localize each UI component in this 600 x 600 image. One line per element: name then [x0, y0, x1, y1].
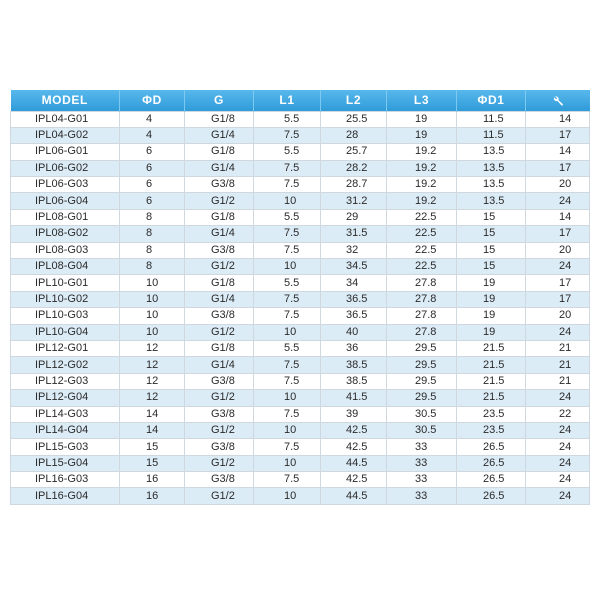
cell-l3: 22.5: [387, 226, 457, 242]
cell-l1: 7.5: [254, 357, 321, 373]
cell-l3: 22.5: [387, 242, 457, 258]
cell-l2: 32: [321, 242, 387, 258]
cell-body-diameter: 21.5: [457, 340, 526, 356]
cell-wrench-size: 20: [526, 242, 590, 258]
cell-wrench-size: 17: [526, 160, 590, 176]
cell-model: IPL16-G04: [11, 488, 120, 504]
cell-l3: 29.5: [387, 340, 457, 356]
cell-body-diameter: 13.5: [457, 193, 526, 209]
cell-outer-diameter: 16: [120, 488, 185, 504]
cell-l2: 40: [321, 324, 387, 340]
cell-outer-diameter: 10: [120, 324, 185, 340]
cell-l2: 42.5: [321, 439, 387, 455]
cell-l1: 5.5: [254, 144, 321, 160]
table-row: [11, 291, 590, 307]
cell-thread: G3/8: [185, 242, 254, 258]
cell-l1: 7.5: [254, 373, 321, 389]
cell-body-diameter: 13.5: [457, 160, 526, 176]
cell-model: IPL08-G04: [11, 259, 120, 275]
header-l3: L3: [387, 90, 457, 111]
cell-outer-diameter: 14: [120, 406, 185, 422]
cell-outer-diameter: 12: [120, 373, 185, 389]
cell-thread: G1/8: [185, 209, 254, 225]
table-row: [11, 324, 590, 340]
cell-outer-diameter: 4: [120, 111, 185, 127]
cell-outer-diameter: 8: [120, 242, 185, 258]
cell-l3: 29.5: [387, 373, 457, 389]
cell-outer-diameter: 10: [120, 291, 185, 307]
cell-body-diameter: 15: [457, 242, 526, 258]
cell-thread: G3/8: [185, 177, 254, 193]
cell-model: IPL04-G02: [11, 127, 120, 143]
cell-l2: 28.2: [321, 160, 387, 176]
cell-l1: 10: [254, 259, 321, 275]
cell-l1: 5.5: [254, 275, 321, 291]
cell-body-diameter: 21.5: [457, 390, 526, 406]
cell-wrench-size: 21: [526, 373, 590, 389]
cell-l3: 19.2: [387, 144, 457, 160]
cell-thread: G1/4: [185, 357, 254, 373]
table-row: [11, 275, 590, 291]
cell-thread: G1/2: [185, 488, 254, 504]
cell-outer-diameter: 6: [120, 160, 185, 176]
cell-l2: 28.7: [321, 177, 387, 193]
cell-l1: 7.5: [254, 242, 321, 258]
cell-l1: 5.5: [254, 340, 321, 356]
cell-l3: 19: [387, 111, 457, 127]
cell-wrench-size: 24: [526, 324, 590, 340]
cell-wrench-size: 17: [526, 127, 590, 143]
cell-body-diameter: 11.5: [457, 111, 526, 127]
table-body: [11, 111, 590, 504]
cell-l1: 10: [254, 488, 321, 504]
cell-l2: 36.5: [321, 291, 387, 307]
cell-l2: 31.5: [321, 226, 387, 242]
cell-l2: 44.5: [321, 455, 387, 471]
cell-model: IPL10-G02: [11, 291, 120, 307]
cell-wrench-size: 17: [526, 291, 590, 307]
table-row: [11, 390, 590, 406]
cell-model: IPL10-G04: [11, 324, 120, 340]
cell-thread: G1/4: [185, 291, 254, 307]
cell-body-diameter: 19: [457, 291, 526, 307]
cell-outer-diameter: 8: [120, 259, 185, 275]
cell-wrench-size: 17: [526, 275, 590, 291]
cell-wrench-size: 21: [526, 357, 590, 373]
cell-outer-diameter: 14: [120, 422, 185, 438]
cell-l2: 36.5: [321, 308, 387, 324]
cell-model: IPL12-G04: [11, 390, 120, 406]
cell-l3: 19.2: [387, 177, 457, 193]
table-row: [11, 144, 590, 160]
cell-model: IPL06-G01: [11, 144, 120, 160]
cell-l1: 7.5: [254, 226, 321, 242]
cell-wrench-size: 24: [526, 193, 590, 209]
cell-l3: 33: [387, 472, 457, 488]
cell-thread: G1/4: [185, 160, 254, 176]
cell-model: IPL14-G04: [11, 422, 120, 438]
cell-wrench-size: 24: [526, 455, 590, 471]
cell-body-diameter: 19: [457, 308, 526, 324]
cell-thread: G1/2: [185, 422, 254, 438]
cell-outer-diameter: 16: [120, 472, 185, 488]
cell-model: IPL08-G03: [11, 242, 120, 258]
cell-l2: 34.5: [321, 259, 387, 275]
cell-thread: G3/8: [185, 373, 254, 389]
cell-l1: 7.5: [254, 177, 321, 193]
cell-body-diameter: 19: [457, 275, 526, 291]
cell-l3: 19.2: [387, 193, 457, 209]
table-row: [11, 439, 590, 455]
cell-model: IPL16-G03: [11, 472, 120, 488]
table-row: [11, 160, 590, 176]
cell-l1: 7.5: [254, 127, 321, 143]
header-row: [11, 90, 590, 111]
cell-body-diameter: 23.5: [457, 406, 526, 422]
cell-l1: 10: [254, 193, 321, 209]
cell-l2: 31.2: [321, 193, 387, 209]
cell-outer-diameter: 12: [120, 340, 185, 356]
table-row: [11, 127, 590, 143]
cell-l3: 30.5: [387, 406, 457, 422]
cell-l3: 22.5: [387, 209, 457, 225]
header-outer-diameter: ΦD: [120, 90, 185, 111]
header-l2: L2: [321, 90, 387, 111]
cell-thread: G1/4: [185, 226, 254, 242]
cell-body-diameter: 23.5: [457, 422, 526, 438]
cell-l1: 7.5: [254, 439, 321, 455]
cell-thread: G3/8: [185, 472, 254, 488]
table-row: [11, 193, 590, 209]
cell-model: IPL12-G02: [11, 357, 120, 373]
cell-body-diameter: 21.5: [457, 357, 526, 373]
cell-l3: 27.8: [387, 291, 457, 307]
cell-l1: 10: [254, 390, 321, 406]
cell-model: IPL06-G04: [11, 193, 120, 209]
header-body-diameter: ΦD1: [457, 90, 526, 111]
cell-model: IPL15-G03: [11, 439, 120, 455]
table-row: [11, 455, 590, 471]
cell-thread: G1/2: [185, 324, 254, 340]
cell-l2: 34: [321, 275, 387, 291]
cell-wrench-size: 21: [526, 340, 590, 356]
cell-l3: 33: [387, 455, 457, 471]
cell-l1: 7.5: [254, 160, 321, 176]
cell-body-diameter: 11.5: [457, 127, 526, 143]
cell-outer-diameter: 15: [120, 439, 185, 455]
cell-body-diameter: 26.5: [457, 472, 526, 488]
cell-l2: 44.5: [321, 488, 387, 504]
cell-wrench-size: 20: [526, 177, 590, 193]
cell-model: IPL06-G02: [11, 160, 120, 176]
cell-outer-diameter: 12: [120, 357, 185, 373]
cell-l2: 29: [321, 209, 387, 225]
cell-outer-diameter: 10: [120, 308, 185, 324]
header-thread: G: [185, 90, 254, 111]
table-header: [11, 90, 590, 111]
cell-l2: 38.5: [321, 357, 387, 373]
cell-l3: 33: [387, 439, 457, 455]
cell-l2: 41.5: [321, 390, 387, 406]
cell-model: IPL14-G03: [11, 406, 120, 422]
table-row: [11, 111, 590, 127]
cell-outer-diameter: 4: [120, 127, 185, 143]
cell-thread: G3/8: [185, 439, 254, 455]
table-row: [11, 209, 590, 225]
cell-thread: G1/2: [185, 390, 254, 406]
cell-l1: 10: [254, 422, 321, 438]
cell-outer-diameter: 6: [120, 177, 185, 193]
cell-l3: 30.5: [387, 422, 457, 438]
cell-model: IPL12-G01: [11, 340, 120, 356]
cell-wrench-size: 24: [526, 390, 590, 406]
cell-thread: G3/8: [185, 406, 254, 422]
cell-outer-diameter: 12: [120, 390, 185, 406]
header-l1: L1: [254, 90, 321, 111]
table-row: [11, 226, 590, 242]
cell-l3: 19.2: [387, 160, 457, 176]
cell-wrench-size: 17: [526, 226, 590, 242]
table-row: [11, 242, 590, 258]
cell-l2: 39: [321, 406, 387, 422]
cell-thread: G1/8: [185, 275, 254, 291]
cell-l1: 7.5: [254, 291, 321, 307]
cell-outer-diameter: 8: [120, 209, 185, 225]
cell-l3: 27.8: [387, 324, 457, 340]
cell-body-diameter: 13.5: [457, 177, 526, 193]
cell-l2: 25.5: [321, 111, 387, 127]
cell-l1: 10: [254, 324, 321, 340]
cell-wrench-size: 22: [526, 406, 590, 422]
table-row: [11, 422, 590, 438]
cell-l3: 27.8: [387, 308, 457, 324]
cell-l3: 29.5: [387, 357, 457, 373]
cell-outer-diameter: 8: [120, 226, 185, 242]
table-row: [11, 488, 590, 504]
cell-body-diameter: 26.5: [457, 455, 526, 471]
cell-thread: G3/8: [185, 308, 254, 324]
cell-body-diameter: 21.5: [457, 373, 526, 389]
cell-model: IPL06-G03: [11, 177, 120, 193]
cell-thread: G1/2: [185, 259, 254, 275]
cell-l3: 29.5: [387, 390, 457, 406]
cell-body-diameter: 15: [457, 259, 526, 275]
cell-l1: 5.5: [254, 209, 321, 225]
cell-body-diameter: 19: [457, 324, 526, 340]
cell-model: IPL08-G02: [11, 226, 120, 242]
cell-wrench-size: 14: [526, 111, 590, 127]
table-row: [11, 373, 590, 389]
cell-l1: 10: [254, 455, 321, 471]
cell-l2: 38.5: [321, 373, 387, 389]
cell-model: IPL12-G03: [11, 373, 120, 389]
cell-thread: G1/4: [185, 127, 254, 143]
cell-model: IPL10-G01: [11, 275, 120, 291]
cell-outer-diameter: 6: [120, 193, 185, 209]
spec-table: [10, 90, 590, 505]
table-row: [11, 340, 590, 356]
table-row: [11, 472, 590, 488]
header-model: MODEL: [11, 90, 120, 111]
cell-outer-diameter: 10: [120, 275, 185, 291]
cell-wrench-size: 24: [526, 422, 590, 438]
cell-body-diameter: 15: [457, 209, 526, 225]
cell-body-diameter: 13.5: [457, 144, 526, 160]
cell-wrench-size: 24: [526, 488, 590, 504]
cell-body-diameter: 26.5: [457, 488, 526, 504]
cell-l3: 19: [387, 127, 457, 143]
cell-l2: 42.5: [321, 472, 387, 488]
cell-thread: G1/8: [185, 111, 254, 127]
cell-thread: G1/8: [185, 340, 254, 356]
cell-l3: 33: [387, 488, 457, 504]
cell-outer-diameter: 6: [120, 144, 185, 160]
table-row: [11, 357, 590, 373]
table-row: [11, 177, 590, 193]
cell-l2: 28: [321, 127, 387, 143]
cell-wrench-size: 24: [526, 472, 590, 488]
cell-model: IPL08-G01: [11, 209, 120, 225]
cell-body-diameter: 26.5: [457, 439, 526, 455]
cell-wrench-size: 14: [526, 209, 590, 225]
cell-thread: G1/2: [185, 455, 254, 471]
wrench-icon: [552, 93, 564, 107]
table-row: [11, 308, 590, 324]
table-row: [11, 259, 590, 275]
header-wrench-size: [526, 90, 590, 111]
cell-l1: 7.5: [254, 472, 321, 488]
cell-l1: 5.5: [254, 111, 321, 127]
cell-l1: 7.5: [254, 308, 321, 324]
cell-wrench-size: 24: [526, 439, 590, 455]
cell-model: IPL10-G03: [11, 308, 120, 324]
cell-l2: 25.7: [321, 144, 387, 160]
cell-model: IPL15-G04: [11, 455, 120, 471]
cell-wrench-size: 24: [526, 259, 590, 275]
cell-outer-diameter: 15: [120, 455, 185, 471]
cell-thread: G1/2: [185, 193, 254, 209]
cell-model: IPL04-G01: [11, 111, 120, 127]
cell-wrench-size: 14: [526, 144, 590, 160]
cell-body-diameter: 15: [457, 226, 526, 242]
cell-l1: 7.5: [254, 406, 321, 422]
cell-thread: G1/8: [185, 144, 254, 160]
cell-l3: 22.5: [387, 259, 457, 275]
cell-l2: 42.5: [321, 422, 387, 438]
table-row: [11, 406, 590, 422]
cell-wrench-size: 20: [526, 308, 590, 324]
cell-l2: 36: [321, 340, 387, 356]
cell-l3: 27.8: [387, 275, 457, 291]
